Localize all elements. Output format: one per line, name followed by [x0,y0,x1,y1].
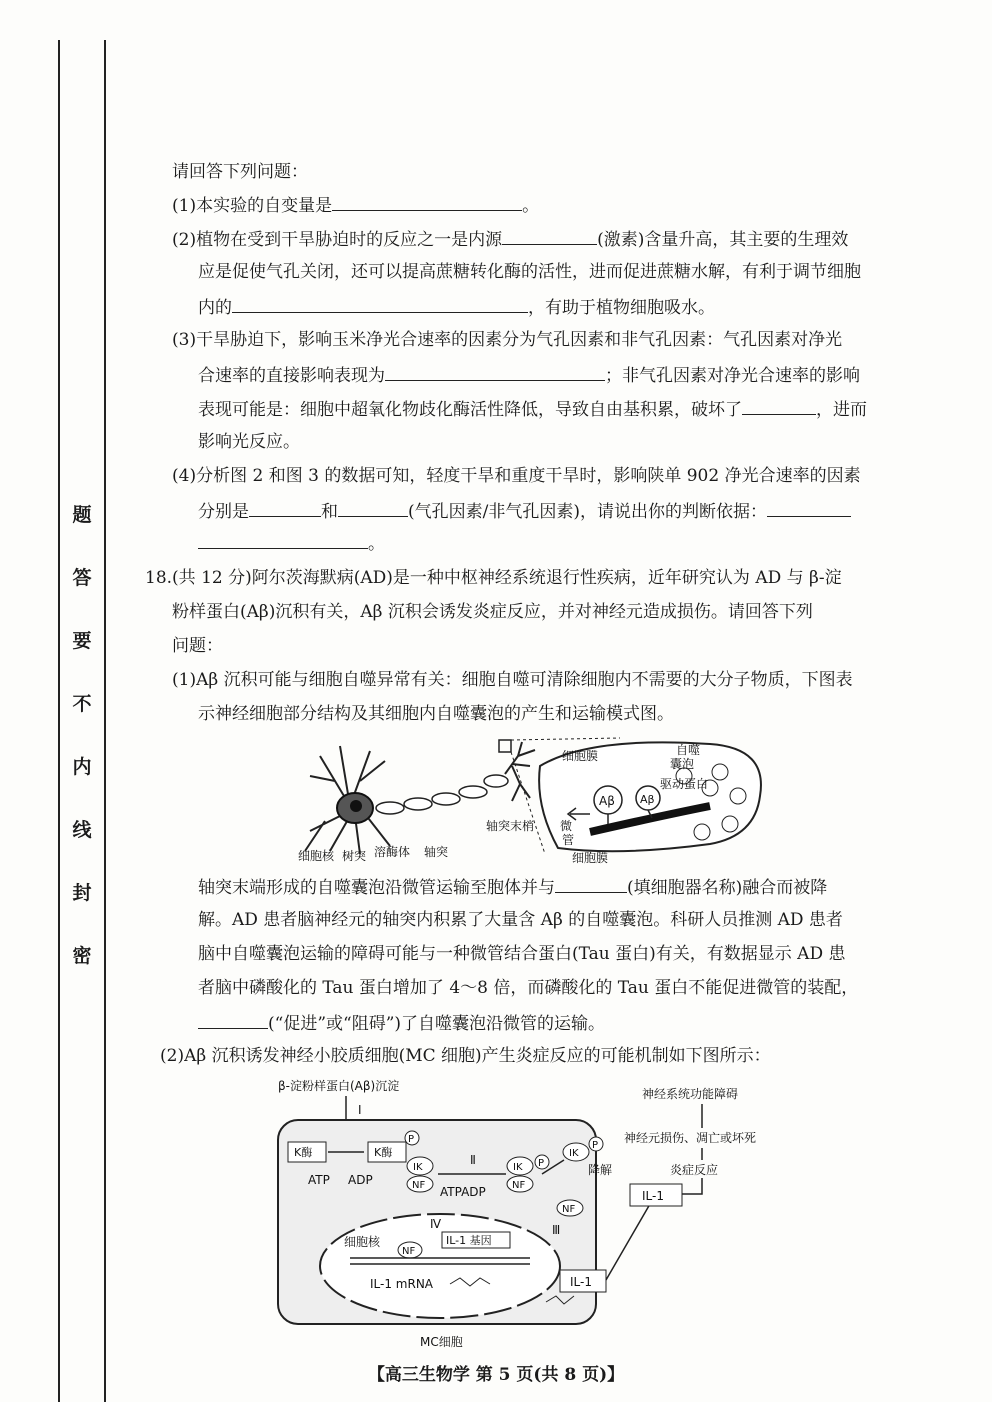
q17-3-line2: 合速率的直接影响表现为 ；非气孔因素对净光合速率的影响 [198,362,860,388]
svg-text:P: P [538,1158,545,1169]
svg-text:IL-1: IL-1 [642,1189,664,1203]
label-motor-protein: 驱动蛋白 [660,777,709,791]
binding-line-left [58,40,60,1402]
q18-2-line1: (2)Aβ 沉积诱发神经小胶质细胞(MC 细胞)产生炎症反应的可能机制如下图所示： [160,1046,771,1066]
label-dendrite: 树突 [342,849,367,863]
label-microtubule-a: 微 [560,819,573,833]
answer-blank[interactable] [338,498,408,517]
svg-text:神经系统功能障碍: 神经系统功能障碍 [642,1087,739,1101]
q17-4-line2: 分别是 和 (气孔因素/非气孔因素)，请说出你的判断依据： [198,498,851,524]
q18-1-line3: 轴突末端形成的自噬囊泡沿微管运输至胞体并与 (填细胞器名称)融合而被降 [198,874,827,900]
svg-text:Ⅲ: Ⅲ [552,1223,561,1237]
svg-text:NF: NF [402,1246,416,1257]
svg-text:K酶: K酶 [294,1146,313,1159]
svg-text:ATPADP: ATPADP [440,1185,486,1199]
svg-text:IL-1 基因: IL-1 基因 [446,1234,492,1247]
q18-1-line2: 示神经细胞部分结构及其细胞内自噬囊泡的产生和运输模式图。 [198,704,674,724]
zoom-box [499,740,511,752]
nucleus-shape [350,800,362,812]
q17-4-line1: (4)分析图 2 和图 3 的数据可知，轻度干旱和重度干旱时，影响陕单 902 净光合速率的因素 [172,466,861,486]
label-vesicle-a: 自噬 [676,743,701,757]
svg-text:Ⅰ: Ⅰ [358,1103,362,1117]
q17-1: (1)本实验的自变量是 。 [172,192,539,218]
answer-blank[interactable] [249,498,321,517]
q17-3-line4: 影响光反应。 [198,432,300,452]
svg-text:神经元损伤、凋亡或坏死: 神经元损伤、凋亡或坏死 [624,1131,757,1145]
page-footer: 【高三生物学 第 5 页(共 8 页)】 [367,1365,625,1385]
label-mc-cell: MC细胞 [420,1335,463,1349]
svg-text:炎症反应: 炎症反应 [670,1163,719,1177]
svg-text:ADP: ADP [348,1173,373,1187]
svg-text:Ⅳ: Ⅳ [430,1217,442,1231]
svg-text:NF: NF [562,1204,576,1215]
q18-1-line1: (1)Aβ 沉积可能与细胞自噬异常有关：细胞自噬可清除细胞内不需要的大分子物质，下图表 [172,670,853,690]
answer-blank[interactable] [742,396,816,415]
answer-blank[interactable] [502,226,597,245]
svg-text:IL-1: IL-1 [570,1275,592,1289]
svg-text:NF: NF [412,1180,426,1191]
svg-text:NF: NF [512,1180,526,1191]
svg-text:P: P [408,1134,415,1145]
q17-2-line3: 内的 ，有助于植物细胞吸水。 [198,294,715,320]
q18-1-line5: 脑中自噬囊泡运输的障碍可能与一种微管结合蛋白(Tau 蛋白)有关，有数据显示 AD 患 [198,944,846,964]
neuron-autophagy-figure [290,736,770,866]
label-abeta-1: Aβ [599,794,615,808]
label-abeta-deposit: β-淀粉样蛋白(Aβ)沉淀 [278,1079,400,1093]
q17-2-line1: (2)植物在受到干旱胁迫时的反应之一是内源 (激素)含量升高，其主要的生理效 [172,226,848,252]
answer-blank[interactable] [385,362,605,381]
svg-text:IK: IK [513,1162,523,1173]
q18-1-line6: 者脑中磷酸化的 Tau 蛋白增加了 4～8 倍，而磷酸化的 Tau 蛋白不能促进微管的装配， [198,978,859,998]
q17-3-line3: 表现可能是：细胞中超氧化物歧化酶活性降低，导致自由基积累，破坏了 ，进而 [198,396,867,422]
label-axon: 轴突 [424,845,449,859]
q18-line3: 问题： [172,636,223,656]
answer-blank[interactable] [232,294,528,313]
mc-cell-mechanism-figure [270,1074,790,1352]
label-microtubule-b: 管 [562,833,575,847]
svg-text:IK: IK [569,1148,579,1159]
answer-blank[interactable] [198,1010,268,1029]
svg-text:IK: IK [413,1162,423,1173]
svg-text:K酶: K酶 [374,1146,393,1159]
label-lysosome: 溶酶体 [374,845,411,859]
q18-line2: 粉样蛋白(Aβ)沉积有关，Aβ 沉积会诱发炎症反应，并对神经元造成损伤。请回答下列 [172,602,813,622]
binding-line-right [104,40,106,1402]
answer-blank[interactable] [198,530,368,549]
svg-text:细胞核: 细胞核 [344,1235,381,1249]
label-abeta-2: Aβ [640,793,655,806]
q18-line1: 18.(共 12 分)阿尔茨海默病(AD)是一种中枢神经系统退行性疾病，近年研究认为 AD 与 β-淀 [145,568,842,588]
svg-text:Ⅱ: Ⅱ [470,1153,476,1167]
answer-blank[interactable] [767,498,851,517]
seal-line-text: 题 答 要 不 内 线 封 密 [72,504,92,967]
label-membrane-bottom: 细胞膜 [572,851,609,865]
axon-terminal-shape [505,742,535,801]
svg-text:P: P [592,1140,599,1151]
q17-3-line1: (3)干旱胁迫下，影响玉米净光合速率的因素分为气孔因素和非气孔因素：气孔因素对净光 [172,330,843,350]
q17-2-line2: 应是促使气孔关闭，还可以提高蔗糖转化酶的活性，进而促进蔗糖水解，有利于调节细胞 [198,262,861,282]
label-membrane-top: 细胞膜 [562,749,599,763]
label-axon-terminal: 轴突末梢 [486,819,535,833]
intro-text: 请回答下列问题： [172,162,308,182]
label-nucleus: 细胞核 [298,849,335,863]
answer-blank[interactable] [332,192,522,211]
svg-text:IL-1 mRNA: IL-1 mRNA [370,1277,434,1291]
answer-blank[interactable] [555,874,627,893]
label-vesicle-b: 囊泡 [670,757,695,771]
svg-text:降解: 降解 [588,1163,613,1177]
q17-4-line3: 。 [198,530,385,556]
svg-text:ATP: ATP [308,1173,330,1187]
q18-1-line7: (“促进”或“阻碍”)了自噬囊泡沿微管的运输。 [198,1010,605,1036]
axon-shape [376,775,508,814]
q18-1-line4: 解。AD 患者脑神经元的轴突内积累了大量含 Aβ 的自噬囊泡。科研人员推测 AD 患者 [198,910,843,930]
